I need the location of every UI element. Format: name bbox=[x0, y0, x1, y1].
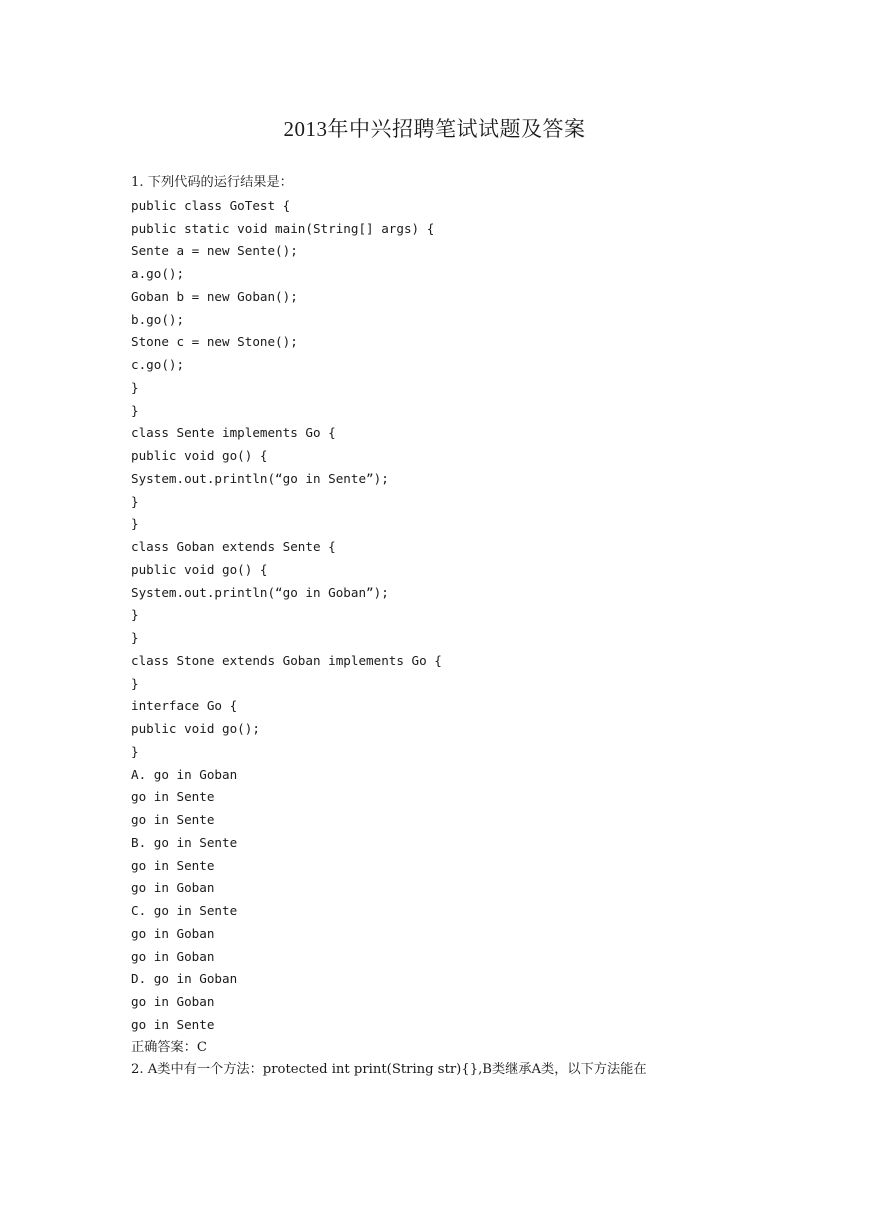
code-line: go in Goban bbox=[131, 880, 215, 896]
code-line: class Stone extends Goban implements Go { bbox=[131, 652, 442, 668]
code-line: } bbox=[131, 402, 139, 418]
code-line: public static void main(String[] args) { bbox=[131, 220, 435, 236]
code-line: go in Sente bbox=[131, 1016, 215, 1032]
code-line: } bbox=[131, 675, 139, 691]
code-line: } bbox=[131, 493, 139, 509]
code-line: } bbox=[131, 516, 139, 532]
code-line: Goban b = new Goban(); bbox=[131, 288, 298, 304]
text-line: 2. A类中有一个方法：protected int print(String str){},B类继承A类，以下方法能在 bbox=[131, 1062, 647, 1078]
code-line: Sente a = new Sente(); bbox=[131, 243, 298, 259]
code-line: public void go() { bbox=[131, 561, 268, 577]
code-line: public class GoTest { bbox=[131, 197, 291, 213]
code-line: } bbox=[131, 607, 139, 623]
code-line: go in Goban bbox=[131, 994, 215, 1009]
code-line: public void go() { bbox=[131, 448, 268, 463]
code-line: D. go in Goban bbox=[131, 971, 238, 987]
text-line: 正确答案：C bbox=[131, 1039, 208, 1055]
code-line: c.go(); bbox=[131, 357, 185, 372]
code-line: go in Goban bbox=[131, 948, 215, 964]
code-line: } bbox=[131, 743, 139, 759]
code-line: public void go(); bbox=[131, 721, 260, 736]
code-line: b.go(); bbox=[131, 311, 185, 327]
code-line: class Sente implements Go { bbox=[131, 425, 336, 441]
page-title: 2013年中兴招聘笔试试题及答案 bbox=[283, 117, 586, 141]
code-line: } bbox=[131, 379, 139, 395]
code-line: C. go in Sente bbox=[131, 903, 238, 918]
code-line: go in Sente bbox=[131, 857, 215, 873]
code-line: A. go in Goban bbox=[131, 766, 238, 782]
text-line: 1. 下列代码的运行结果是： bbox=[131, 175, 293, 190]
code-line: Stone c = new Stone(); bbox=[131, 334, 298, 350]
code-line: System.out.println(“go in Goban”); bbox=[131, 584, 389, 600]
code-line: class Goban extends Sente { bbox=[131, 539, 336, 554]
code-line: a.go(); bbox=[131, 266, 185, 281]
code-line: go in Goban bbox=[131, 925, 215, 941]
code-line: B. go in Sente bbox=[131, 834, 238, 850]
document-body bbox=[131, 172, 771, 1082]
code-line: go in Sente bbox=[131, 789, 215, 805]
code-line: go in Sente bbox=[131, 812, 215, 827]
code-line: System.out.println(“go in Sente”); bbox=[131, 470, 389, 486]
code-line: interface Go { bbox=[131, 698, 238, 714]
code-line: } bbox=[131, 630, 139, 645]
